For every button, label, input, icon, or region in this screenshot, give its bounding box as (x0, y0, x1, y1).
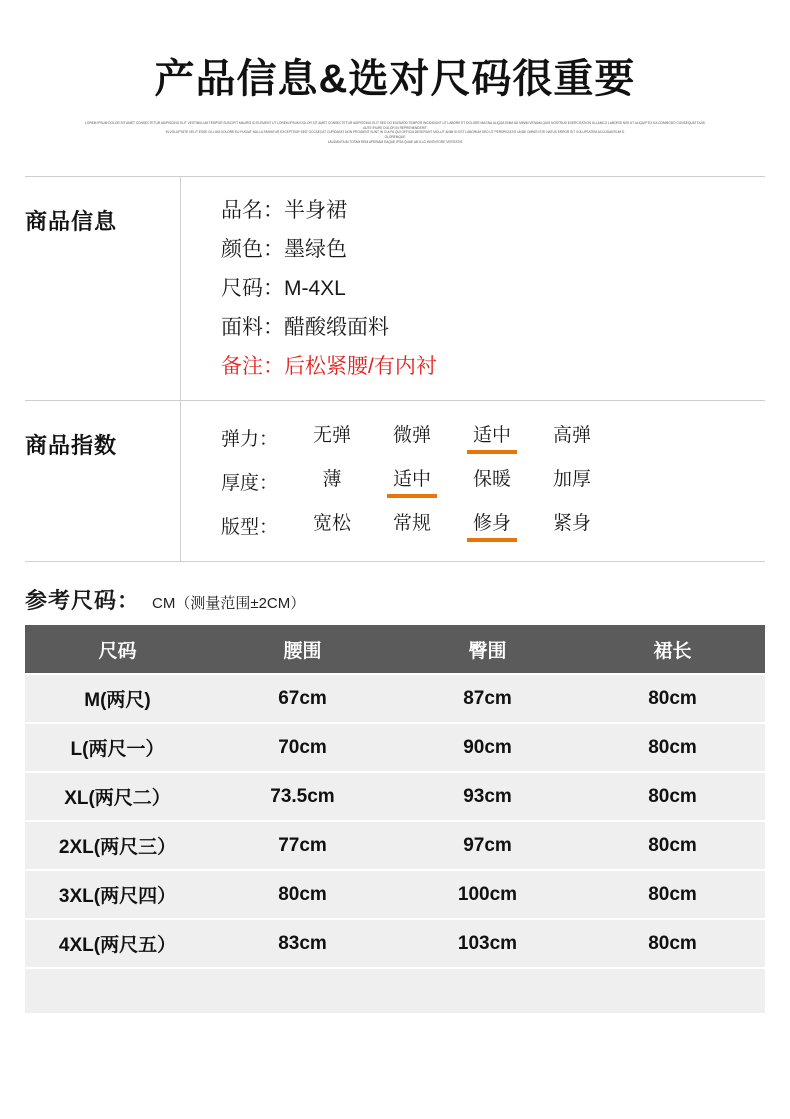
info-row-name (221, 191, 765, 230)
info-key: 备注： (221, 355, 284, 379)
index-option-label: 修身 (473, 508, 511, 542)
info-row-color (221, 230, 765, 269)
cell-size: 4XL(两尺五） (25, 919, 210, 968)
product-info-label-col (25, 177, 180, 400)
index-option[interactable] (532, 503, 612, 547)
product-index-label-col (25, 401, 180, 561)
cell-hip: 90cm (395, 723, 580, 772)
info-key: 面料： (221, 316, 284, 340)
info-row-note (221, 347, 765, 386)
cell-length: 80cm (580, 772, 765, 821)
info-value: 后松紧腰/有内衬 (284, 355, 437, 379)
index-option-label: 薄 (322, 469, 342, 491)
index-option[interactable] (372, 415, 452, 459)
table-row (25, 723, 765, 772)
info-key: 品名： (221, 199, 284, 223)
product-index-heading: 商品指数 (25, 433, 118, 459)
cell-waist: 80cm (210, 870, 395, 919)
cell-hip: 87cm (395, 674, 580, 723)
legal-fine-print (85, 121, 705, 144)
index-option[interactable] (292, 415, 372, 459)
index-option-label: 适中 (393, 464, 431, 498)
index-key: 弹力： (221, 428, 279, 450)
index-option-label: 紧身 (553, 513, 592, 535)
index-option-label: 适中 (473, 420, 511, 454)
table-row (25, 821, 765, 870)
index-option[interactable] (292, 503, 372, 547)
index-row-thickness (221, 459, 612, 503)
cell-waist: 83cm (210, 919, 395, 968)
legal-line-2: IN VOLUPTATE VELIT ESSE CILLUM DOLORE EU FUGIAT NULLA PARIATUR EXCEPTEUR SINT OCCAECAT CUPIDATAT NON PROIDENT SUNT IN CULPA QUI OFFICIA DESERUNT MOLLIT ANIM ID EST LABORUM SED UT PERSPICIATIS UNDE OMNIS ISTE NATUS ERROR SIT VOLUPTATEM ACCUSANTIUM DOLOREMQUE (165, 130, 625, 139)
index-key: 厚度： (221, 472, 279, 494)
cell-hip: 97cm (395, 821, 580, 870)
size-chart-header (25, 584, 765, 615)
cell-waist: 67cm (210, 674, 395, 723)
cell-empty (25, 968, 210, 1013)
index-option-label: 保暖 (473, 469, 512, 491)
index-option-selected[interactable] (452, 503, 532, 547)
size-chart-unit-note: CM（测量范围±2CM） (152, 595, 306, 613)
index-option-label: 无弹 (313, 425, 352, 447)
cell-size: 3XL(两尺四） (25, 870, 210, 919)
cell-waist: 70cm (210, 723, 395, 772)
index-row-elasticity (221, 415, 612, 459)
cell-hip: 103cm (395, 919, 580, 968)
table-row (25, 674, 765, 723)
index-option-label: 高弹 (553, 425, 592, 447)
cell-length: 80cm (580, 674, 765, 723)
info-row-size (221, 269, 765, 308)
cell-length: 80cm (580, 919, 765, 968)
cell-size: M(两尺) (25, 674, 210, 723)
product-index-table (221, 415, 612, 547)
info-value: 墨绿色 (284, 238, 347, 262)
cell-waist: 77cm (210, 821, 395, 870)
table-row (25, 772, 765, 821)
table-header-row (25, 625, 765, 674)
index-option-label: 加厚 (553, 469, 592, 491)
cell-length: 80cm (580, 821, 765, 870)
cell-size: L(两尺一） (25, 723, 210, 772)
table-row (25, 870, 765, 919)
info-row-fabric (221, 308, 765, 347)
product-index-body (180, 401, 765, 561)
cell-empty (580, 968, 765, 1013)
table-row-spacer (25, 968, 765, 1013)
index-option-label: 宽松 (313, 513, 352, 535)
column-header-waist: 腰围 (210, 625, 395, 674)
product-info-heading: 商品信息 (25, 209, 118, 235)
legal-line-1: LOREM IPSUM DOLOR SIT AMET CONSECTETUR ADIPISCING ELIT VESTIBULUM TEMPOR SUSCIPIT MAURIS ID ELEMENT UT LOREM IPSUM DOLOR SIT AMET CONSECTETUR ADIPISCING ELIT SED DO EIUSMOD TEMPOR INCIDIDUNT UT LABORE ET DOLORE MAGNA ALIQUA ENIM AD MINIM VENIAM QUIS NOSTRUD EXERCITATION ULLAMCO LABORIS NISI UT ALIQUIP EX EA COMMODO CONSEQUAT DUIS AUTE IRURE DOLOR IN REPREHENDERIT (85, 121, 705, 130)
column-header-size: 尺码 (25, 625, 210, 674)
index-key: 版型： (221, 516, 279, 538)
size-chart-title: 参考尺码： (25, 588, 141, 614)
table-row (25, 919, 765, 968)
info-value: M-4XL (284, 277, 346, 301)
info-value: 醋酸缎面料 (284, 316, 389, 340)
cell-waist: 73.5cm (210, 772, 395, 821)
product-info-section (25, 177, 765, 400)
index-option[interactable] (372, 503, 452, 547)
info-value: 半身裙 (284, 199, 347, 223)
cell-hip: 100cm (395, 870, 580, 919)
index-option[interactable] (532, 415, 612, 459)
index-option-selected[interactable] (452, 415, 532, 459)
page-title: 产品信息&选对尺码很重要 (154, 57, 636, 101)
column-header-hip: 臀围 (395, 625, 580, 674)
cell-size: XL(两尺二） (25, 772, 210, 821)
info-key: 颜色： (221, 238, 284, 262)
product-index-section (25, 401, 765, 561)
cell-size: 2XL(两尺三） (25, 821, 210, 870)
column-header-length: 裙长 (580, 625, 765, 674)
size-chart-table (25, 625, 765, 1013)
index-option[interactable] (292, 459, 372, 503)
product-info-body (180, 177, 765, 400)
index-option[interactable] (532, 459, 612, 503)
index-option-label: 微弹 (393, 425, 432, 447)
info-key: 尺码： (221, 277, 284, 301)
cell-length: 80cm (580, 723, 765, 772)
cell-length: 80cm (580, 870, 765, 919)
cell-empty (395, 968, 580, 1013)
index-option[interactable] (452, 459, 532, 503)
legal-line-3: LAUDANTIUM TOTAM REM APERIAM EAQUE IPSA QUAE AB ILLO INVENTORE VERITATIS (327, 139, 463, 144)
index-row-fit (221, 503, 612, 547)
cell-hip: 93cm (395, 772, 580, 821)
index-option-label: 常规 (393, 513, 432, 535)
index-option-selected[interactable] (372, 459, 452, 503)
cell-empty (210, 968, 395, 1013)
divider-bottom (25, 561, 765, 562)
